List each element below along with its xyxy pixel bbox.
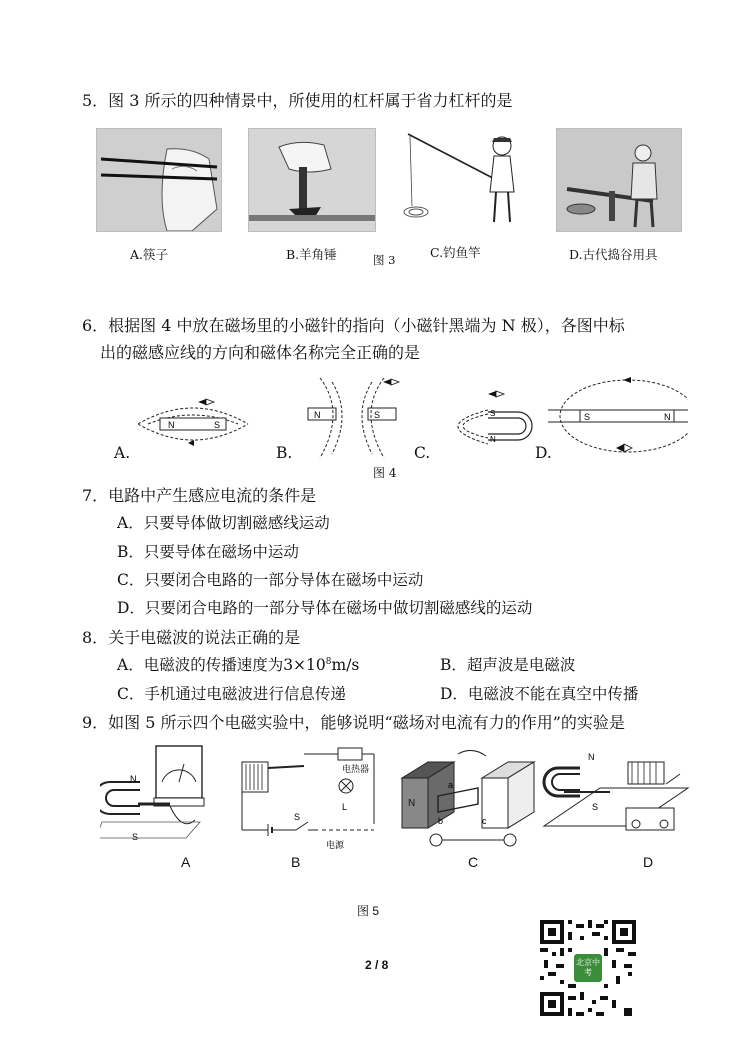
svg-text:S: S	[592, 802, 599, 812]
svg-text:S: S	[294, 812, 301, 822]
svg-text:S: S	[584, 412, 591, 422]
svg-text:N: N	[588, 752, 595, 762]
q8-option-a-prefix: A．电磁波的传播速度为3×10	[117, 656, 326, 674]
qr-badge-text: 北京中考	[576, 958, 600, 977]
q8-stem: 8．关于电磁波的说法正确的是	[82, 628, 301, 647]
q8-option-a	[117, 653, 359, 675]
svg-text:N: N	[168, 420, 175, 430]
q6-option-a: A.	[114, 444, 131, 462]
q9-stem: 9．如图 5 所示四个电磁实验中，能够说明“磁场对电流有力的作用”的实验是	[82, 713, 625, 732]
q9-figure-letter-d: D	[643, 854, 654, 870]
q6-option-c: C.	[414, 444, 431, 462]
claw-hammer-photo	[248, 128, 376, 232]
q5-stem: 5．图 3 所示的四种情景中，所使用的杠杆属于省力杠杆的是	[82, 91, 513, 110]
diagram-a	[138, 399, 248, 446]
svg-text:S: S	[132, 832, 139, 842]
diagram-b	[308, 378, 399, 458]
svg-text:N: N	[408, 798, 416, 809]
q5-label-b: B.羊角锤	[286, 247, 337, 262]
q5-figure-caption: 图 3	[373, 253, 396, 267]
q6-stem-line1: 6．根据图 4 中放在磁场里的小磁针的指向（小磁针黑端为 N 极），各图中标	[82, 316, 625, 335]
q8-option-c: C．手机通过电磁波进行信息传递	[117, 685, 346, 703]
svg-text:S: S	[490, 409, 496, 418]
q6-option-d: D.	[535, 444, 552, 462]
svg-text:L: L	[342, 802, 348, 812]
q8-option-b: B．超声波是电磁波	[440, 656, 576, 674]
q8-option-a-exponent: 8	[325, 656, 332, 667]
svg-text:a: a	[448, 780, 454, 790]
experiment-a-drawing	[100, 742, 210, 846]
experiment-b-drawing	[238, 744, 378, 854]
svg-text:N: N	[130, 774, 137, 784]
q7-option-a: A．只要导体做切割磁感线运动	[117, 514, 330, 532]
q8-option-a-suffix: m/s	[331, 656, 360, 674]
svg-text:b: b	[438, 816, 444, 826]
q9-figure-caption: 图 5	[357, 904, 380, 918]
experiment-c-drawing	[398, 748, 538, 852]
svg-text:N: N	[314, 410, 321, 420]
q7-option-c: C．只要闭合电路的一部分导体在磁场中运动	[117, 571, 424, 589]
page-number: 2 / 8	[365, 958, 389, 972]
svg-text:S: S	[214, 420, 221, 430]
diagram-c	[458, 391, 532, 444]
q8-option-d: D．电磁波不能在真空中传播	[440, 685, 639, 703]
svg-text:电源: 电源	[326, 840, 345, 850]
experiment-d-drawing	[540, 748, 690, 848]
q7-stem: 7．电路中产生感应电流的条件是	[82, 486, 317, 505]
fishing-rod-drawing	[402, 126, 528, 230]
svg-text:S: S	[374, 410, 381, 420]
q5-label-a: A.筷子	[130, 247, 169, 262]
q6-figure-caption: 图 4	[373, 466, 397, 480]
q6-stem-line2: 出的磁感应线的方向和磁体名称完全正确的是	[100, 343, 421, 362]
grain-pounder-drawing	[556, 128, 682, 232]
svg-text:c: c	[482, 816, 487, 826]
chopsticks-photo	[96, 128, 222, 232]
q9-figure-letter-b: B	[291, 854, 301, 870]
diagram-d	[548, 377, 688, 452]
q7-option-b: B．只要导体在磁场中运动	[117, 543, 299, 561]
q9-figure-letter-a: A	[181, 854, 191, 870]
svg-text:电热器: 电热器	[342, 764, 370, 774]
q5-label-d: D.古代捣谷用具	[569, 247, 658, 262]
q9-figure-letter-c: C	[468, 854, 479, 870]
svg-text:N: N	[490, 435, 496, 444]
qr-code	[540, 920, 636, 1016]
q6-option-b: B.	[276, 444, 293, 462]
svg-text:N: N	[664, 412, 671, 422]
q5-label-c: C.钓鱼竿	[430, 245, 481, 260]
magnetic-field-diagrams	[108, 372, 688, 464]
q7-option-d: D．只要闭合电路的一部分导体在磁场中做切割磁感线的运动	[117, 599, 533, 617]
